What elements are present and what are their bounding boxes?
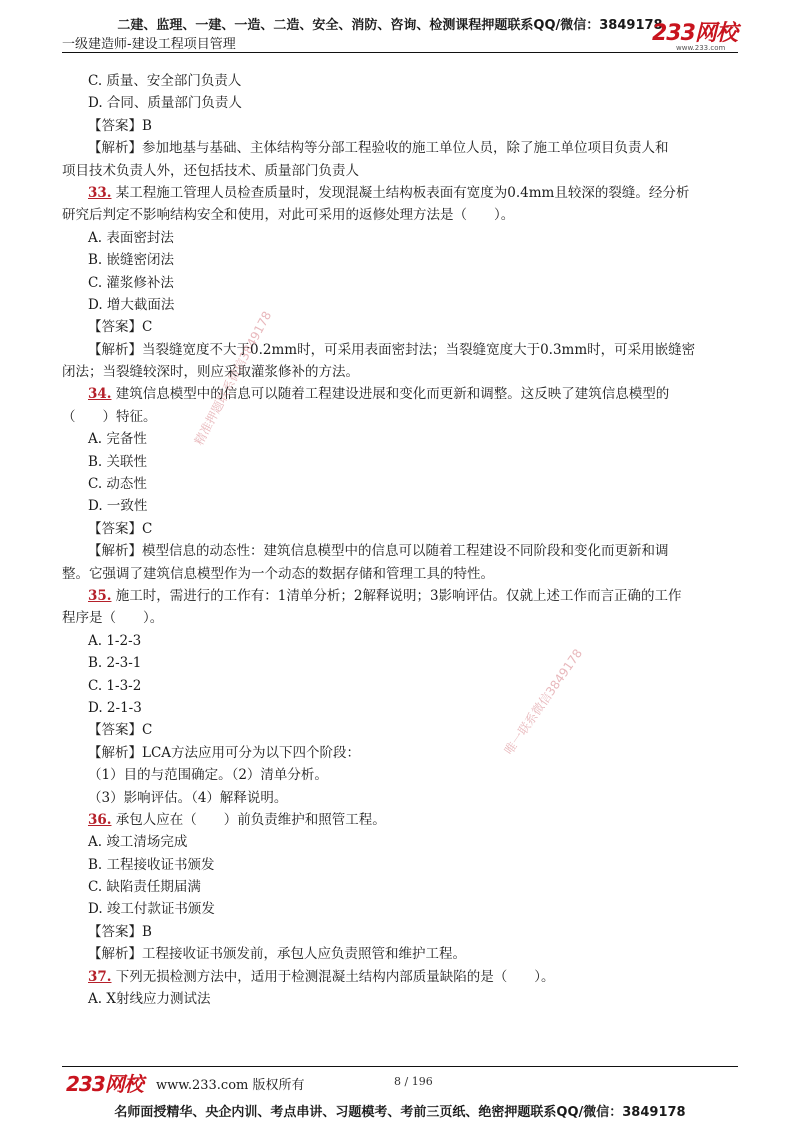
line-text: B. 工程接收证书颁发 [88,856,215,873]
text-line [62,451,742,473]
line-text: A. X射线应力测试法 [88,991,211,1008]
text-line [62,473,742,495]
question-number: 37. [88,968,112,985]
text-line [62,204,742,226]
line-text: （1）目的与范围确定。（2）清单分析。 [88,767,328,784]
watermark: 精准押题联系微信3849178 [191,308,275,448]
text-line [62,921,742,943]
document-body [62,70,742,1010]
text-line [62,160,742,182]
footer-copyright: www.233.com 版权所有 [156,1078,305,1093]
line-text: D. 合同、质量部门负责人 [88,95,242,112]
line-text: D. 一致性 [88,498,148,515]
text-line [62,70,742,92]
line-text: C. 1-3-2 [88,677,142,694]
line-text: 研究后判定不影响结构安全和使用，对此可采用的返修处理方法是（ ）。 [62,207,515,224]
line-text: 【答案】B [88,923,152,940]
line-text: 【解析】模型信息的动态性：建筑信息模型中的信息可以随着工程建设不同阶段和变化而更新和调 [88,543,669,560]
line-text: B. 嵌缝密闭法 [88,252,175,269]
question-line [62,383,742,405]
text-line [62,249,742,271]
text-line [62,764,742,786]
question-line [62,809,742,831]
footer-divider [62,1066,738,1067]
text-line [62,988,742,1010]
text-line [62,361,742,383]
line-text: A. 表面密封法 [88,229,174,246]
line-text: D. 2-1-3 [88,699,142,716]
line-text: 项目技术负责人外，还包括技术、质量部门负责人 [62,162,359,179]
line-text: A. 完备性 [88,431,147,448]
line-text: D. 竣工付款证书颁发 [88,901,215,918]
line-text: A. 1-2-3 [88,632,142,649]
text-line [62,272,742,294]
line-text: C. 质量、安全部门负责人 [88,73,242,89]
page-number: 8 / 196 [394,1075,433,1088]
brand-logo-url: www.233.com [676,44,726,52]
footer-contact-line: 名师面授精华、央企内训、考点串讲、习题模考、考前三页纸、绝密押题联系QQ/微信：3849178 [114,1105,686,1120]
text-line [62,652,742,674]
text-line [62,675,742,697]
line-text: （ ）特征。 [62,408,157,425]
text-line [62,563,742,585]
question-number: 35. [88,587,112,604]
line-text: 某工程施工管理人员检查质量时，发现混凝土结构板表面有宽度为0.4mm且较深的裂缝。经分析 [111,184,690,201]
line-text: B. 2-3-1 [88,655,142,672]
text-line [62,898,742,920]
line-text: 【答案】B [88,117,152,134]
line-text: B. 关联性 [88,453,148,470]
line-text: 建筑信息模型中的信息可以随着工程建设进展和变化而更新和调整。这反映了建筑信息模型的 [111,386,670,403]
line-text: C. 缺陷责任期届满 [88,879,201,896]
text-line [62,854,742,876]
question-number: 36. [88,811,112,828]
text-line [62,227,742,249]
question-number: 33. [88,184,112,201]
text-line [62,495,742,517]
question-line [62,585,742,607]
line-text: 下列无损检测方法中，适用于检测混凝土结构内部质量缺陷的是（ ）。 [111,968,555,985]
text-line [62,943,742,965]
line-text: 承包人应在（ ）前负责维护和照管工程。 [111,811,386,828]
watermark: 唯一联系微信3849178 [501,646,586,758]
text-line [62,719,742,741]
line-text: 【解析】工程接收证书颁发前，承包人应负责照管和维护工程。 [88,946,466,963]
text-line [62,406,742,428]
line-text: 【答案】C [88,722,153,739]
line-text: 程序是（ ）。 [62,610,164,627]
text-line [62,294,742,316]
line-text: C. 灌浆修补法 [88,274,174,291]
text-line [62,540,742,562]
line-text: （3）影响评估。（4）解释说明。 [88,789,288,806]
text-line [62,607,742,629]
text-line [62,742,742,764]
question-line [62,966,742,988]
text-line [62,787,742,809]
text-line [62,137,742,159]
brand-logo: 233网校 [652,21,737,46]
line-text: 【解析】LCA方法应用可分为以下四个阶段： [88,744,361,761]
header-contact-line: 二建、监理、一建、一造、二造、安全、消防、咨询、检测课程押题联系QQ/微信：3849178 [117,18,663,33]
line-text: 【答案】C [88,520,153,537]
text-line [62,316,742,338]
text-line [62,831,742,853]
line-text: 【解析】参加地基与基础、主体结构等分部工程验收的施工单位人员，除了施工单位项目负责人和 [88,140,669,157]
text-line [62,92,742,114]
line-text: 整。它强调了建筑信息模型作为一个动态的数据存储和管理工具的特性。 [62,565,494,582]
document-subtitle: 一级建造师-建设工程项目管理 [62,37,236,52]
footer-logo: 233网校 [66,1072,143,1096]
text-line [62,630,742,652]
line-text: 施工时，需进行的工作有：1清单分析；2解释说明；3影响评估。仅就上述工作而言正确的工作 [111,587,682,604]
line-text: 【解析】当裂缝宽度不大于0.2mm时，可采用表面密封法；当裂缝宽度大于0.3mm时，可采用嵌缝密 [88,341,696,358]
text-line [62,876,742,898]
question-line [62,182,742,204]
question-number: 34. [88,386,112,403]
text-line [62,518,742,540]
text-line [62,697,742,719]
header-divider [62,52,738,53]
line-text: A. 竣工清场完成 [88,834,188,851]
line-text: 闭法；当裂缝较深时，则应采取灌浆修补的方法。 [62,364,359,381]
line-text: 【答案】C [88,319,153,336]
line-text: D. 增大截面法 [88,296,175,313]
text-line [62,115,742,137]
line-text: C. 动态性 [88,476,147,493]
text-line [62,339,742,361]
text-line [62,428,742,450]
